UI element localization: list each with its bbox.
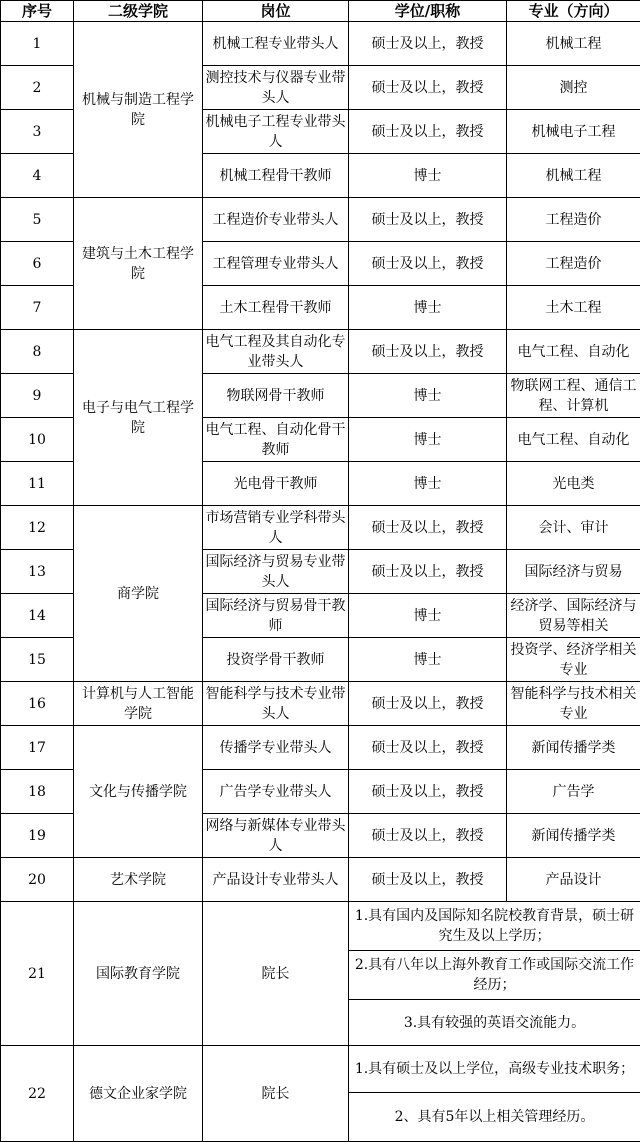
post-cell: 机械工程专业带头人	[203, 22, 349, 66]
college-cell: 建筑与土木工程学院	[74, 198, 203, 330]
row-no: 8	[1, 330, 74, 374]
degree-cell: 博士	[349, 154, 507, 198]
degree-cell: 博士	[349, 286, 507, 330]
major-cell: 物联网工程、通信工程、计算机	[507, 374, 640, 418]
post-cell: 传播学专业带头人	[203, 726, 349, 770]
degree-cell: 硕士及以上，教授	[349, 22, 507, 66]
college-cell: 德文企业家学院	[74, 1046, 203, 1142]
major-cell: 机械工程	[507, 154, 640, 198]
post-cell: 电气工程、自动化骨干教师	[203, 418, 349, 462]
requirement-cell: 2.具有八年以上海外教育工作或国际交流工作经历；	[349, 951, 640, 1000]
requirement-cell: 1.具有国内及国际知名院校教育背景，硕士研究生及以上学历；	[349, 902, 640, 951]
college-cell: 机械与制造工程学院	[74, 22, 203, 198]
degree-cell: 硕士及以上，教授	[349, 682, 507, 726]
table-row	[1, 506, 640, 550]
post-cell: 电气工程及其自动化专业带头人	[203, 330, 349, 374]
post-cell: 国际经济与贸易专业带头人	[203, 550, 349, 594]
post-cell: 市场营销专业学科带头人	[203, 506, 349, 550]
degree-cell: 硕士及以上，教授	[349, 198, 507, 242]
degree-cell: 硕士及以上，教授	[349, 66, 507, 110]
degree-cell: 博士	[349, 462, 507, 506]
row-no: 16	[1, 682, 74, 726]
requirement-cell: 3.具有较强的英语交流能力。	[349, 1000, 640, 1046]
row-no: 6	[1, 242, 74, 286]
post-cell: 院长	[203, 1046, 349, 1142]
row-no: 9	[1, 374, 74, 418]
major-cell: 机械电子工程	[507, 110, 640, 154]
degree-cell: 硕士及以上，教授	[349, 814, 507, 858]
post-cell: 机械工程骨干教师	[203, 154, 349, 198]
college-cell: 艺术学院	[74, 858, 203, 902]
row-no: 7	[1, 286, 74, 330]
post-cell: 智能科学与技术专业带头人	[203, 682, 349, 726]
row-no: 2	[1, 66, 74, 110]
post-cell: 院长	[203, 902, 349, 1046]
table-row	[1, 330, 640, 374]
post-cell: 工程造价专业带头人	[203, 198, 349, 242]
table-row	[1, 726, 640, 770]
row-no: 12	[1, 506, 74, 550]
degree-cell: 硕士及以上，教授	[349, 550, 507, 594]
row-no: 4	[1, 154, 74, 198]
post-cell: 测控技术与仪器专业带头人	[203, 66, 349, 110]
table-row	[1, 22, 640, 66]
table-row	[1, 902, 640, 951]
major-cell: 经济学、国际经济与贸易等相关	[507, 594, 640, 638]
major-cell: 测控	[507, 66, 640, 110]
header-college: 二级学院	[74, 1, 203, 22]
college-cell: 电子与电气工程学院	[74, 330, 203, 506]
row-no: 3	[1, 110, 74, 154]
post-cell: 网络与新媒体专业带头人	[203, 814, 349, 858]
post-cell: 工程管理专业带头人	[203, 242, 349, 286]
header-degree: 学位/职称	[349, 1, 507, 22]
major-cell: 广告学	[507, 770, 640, 814]
college-cell: 国际教育学院	[74, 902, 203, 1046]
college-cell: 文化与传播学院	[74, 726, 203, 858]
post-cell: 物联网骨干教师	[203, 374, 349, 418]
row-no: 1	[1, 22, 74, 66]
college-cell: 计算机与人工智能学院	[74, 682, 203, 726]
post-cell: 产品设计专业带头人	[203, 858, 349, 902]
major-cell: 智能科学与技术相关专业	[507, 682, 640, 726]
post-cell: 光电骨干教师	[203, 462, 349, 506]
post-cell: 机械电子工程专业带头人	[203, 110, 349, 154]
table-row	[1, 198, 640, 242]
header-post: 岗位	[203, 1, 349, 22]
row-no: 20	[1, 858, 74, 902]
major-cell: 工程造价	[507, 198, 640, 242]
major-cell: 产品设计	[507, 858, 640, 902]
table-header-row	[1, 1, 640, 22]
degree-cell: 硕士及以上，教授	[349, 726, 507, 770]
major-cell: 新闻传播学类	[507, 814, 640, 858]
degree-cell: 博士	[349, 638, 507, 682]
degree-cell: 硕士及以上，教授	[349, 506, 507, 550]
major-cell: 光电类	[507, 462, 640, 506]
table-row	[1, 858, 640, 902]
degree-cell: 硕士及以上，教授	[349, 330, 507, 374]
degree-cell: 博士	[349, 594, 507, 638]
post-cell: 土木工程骨干教师	[203, 286, 349, 330]
row-no: 10	[1, 418, 74, 462]
major-cell: 工程造价	[507, 242, 640, 286]
table-row	[1, 1046, 640, 1093]
major-cell: 土木工程	[507, 286, 640, 330]
table-row	[1, 682, 640, 726]
requirement-cell: 1.具有硕士及以上学位，高级专业技术职务；	[349, 1046, 640, 1093]
degree-cell: 博士	[349, 418, 507, 462]
major-cell: 国际经济与贸易	[507, 550, 640, 594]
major-cell: 新闻传播学类	[507, 726, 640, 770]
major-cell: 机械工程	[507, 22, 640, 66]
major-cell: 会计、审计	[507, 506, 640, 550]
row-no: 15	[1, 638, 74, 682]
row-no: 11	[1, 462, 74, 506]
row-no: 5	[1, 198, 74, 242]
row-no: 21	[1, 902, 74, 1046]
degree-cell: 硕士及以上，教授	[349, 242, 507, 286]
post-cell: 广告学专业带头人	[203, 770, 349, 814]
college-cell: 商学院	[74, 506, 203, 682]
major-cell: 投资学、经济学相关专业	[507, 638, 640, 682]
row-no: 22	[1, 1046, 74, 1142]
requirement-cell: 2、具有5年以上相关管理经历。	[349, 1093, 640, 1142]
header-major: 专业（方向）	[507, 1, 640, 22]
degree-cell: 硕士及以上，教授	[349, 858, 507, 902]
major-cell: 电气工程、自动化	[507, 418, 640, 462]
post-cell: 国际经济与贸易骨干教师	[203, 594, 349, 638]
row-no: 19	[1, 814, 74, 858]
degree-cell: 博士	[349, 374, 507, 418]
degree-cell: 硕士及以上，教授	[349, 110, 507, 154]
major-cell: 电气工程、自动化	[507, 330, 640, 374]
post-cell: 投资学骨干教师	[203, 638, 349, 682]
row-no: 17	[1, 726, 74, 770]
header-no: 序号	[1, 1, 74, 22]
row-no: 14	[1, 594, 74, 638]
degree-cell: 硕士及以上，教授	[349, 770, 507, 814]
row-no: 18	[1, 770, 74, 814]
row-no: 13	[1, 550, 74, 594]
